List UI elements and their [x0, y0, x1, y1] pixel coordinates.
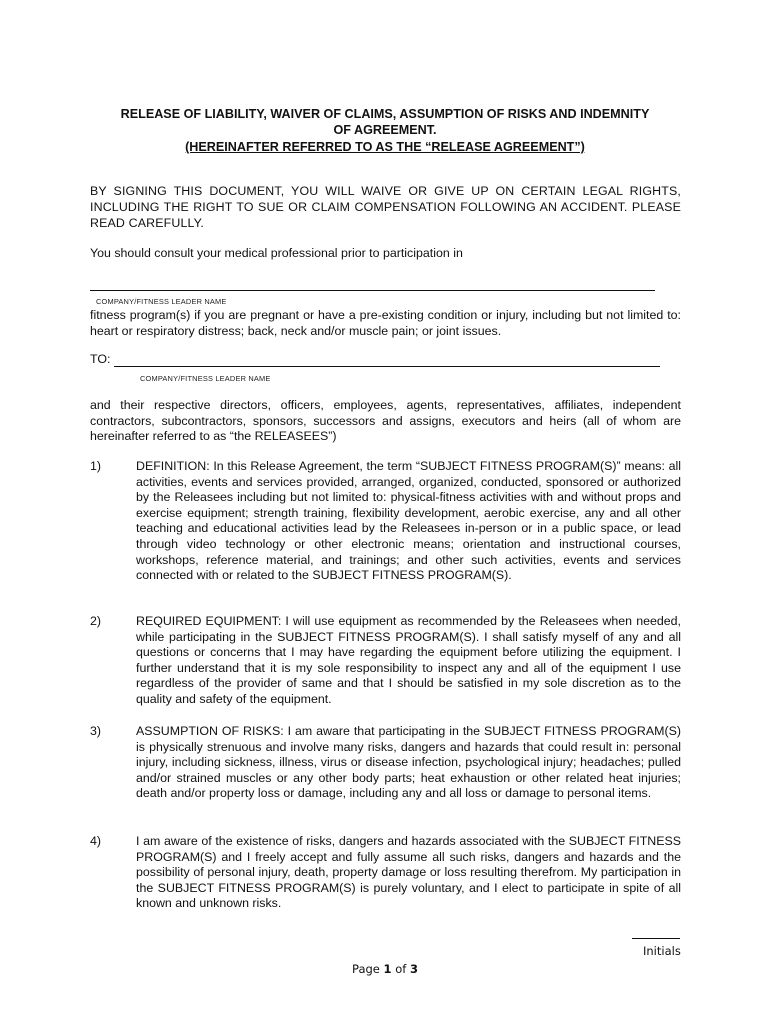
initials-field-line[interactable]	[632, 938, 680, 939]
clause-number: 2)	[90, 614, 102, 628]
clause-number: 1)	[90, 459, 102, 473]
legal-warning: BY SIGNING THIS DOCUMENT, YOU WILL WAIVE OR GIVE UP ON CERTAIN LEGAL RIGHTS, INCLUDING THE RIGHT TO SUE OR CLAIM COMPENSATION FOLLOWING AN ACCIDENT. PLEASE READ CAREFULLY.	[90, 184, 681, 230]
document-title-line2: OF AGREEMENT.	[333, 123, 437, 137]
to-name-field-label: COMPANY/FITNESS LEADER NAME	[140, 374, 271, 383]
clause-text: REQUIRED EQUIPMENT: I will use equipment as recommended by the Releasees when needed, while participating in the SUBJECT FITNESS PROGRAM(S). I shall satisfy myself of any and all questions or concerns that I may have regarding the equipment before utilizing the equipment. I further understand that it is my sole responsibility to inspect any and all of the equipment I use regardless of the provider of same and that I should be satisfied in my sole discretion as to the quality and safety of the equipment.	[136, 614, 681, 706]
to-name-field-line[interactable]	[114, 366, 660, 367]
clause-text: ASSUMPTION OF RISKS: I am aware that participating in the SUBJECT FITNESS PROGRAM(S) is physically strenuous and involve many risks, dangers and hazards that could result in: personal injury, including sickness, illness, virus or disease infection, psychological injury; headaches; pulled and/or strained muscles or any other body parts; heat exhaustion or other related heat injuries; death and/or property loss or damage, including any and all loss or damage to personal items.	[136, 724, 681, 801]
to-label: TO:	[90, 352, 111, 366]
page-number	[0, 962, 770, 976]
of-word: of	[395, 962, 407, 976]
clause-number: 3)	[90, 724, 102, 738]
page-word: Page	[352, 962, 380, 976]
total-pages: 3	[409, 962, 418, 976]
clause-text: DEFINITION: In this Release Agreement, the term “SUBJECT FITNESS PROGRAM(S)” means: all activities, events and services provided, arranged, organized, conducted, sponsored or authorized by the Releasees including but not limited to: physical-fitness activities with and without props and exercise equipment; strength training, flexibility development, aerobic exercise, any and all other teaching and educational activities lead by the Releasees in-person or in a public space, or lead through video technology or other electronic means; orientation and instructional courses, workshops, reference material, and trainings; and other such activities, events and services connected with or related to the SUBJECT FITNESS PROGRAM(S).	[136, 459, 681, 583]
company-name-field-line[interactable]	[90, 290, 655, 291]
fitness-program-paragraph: fitness program(s) if you are pregnant or have a pre-existing condition or injury, including but not limited to: heart or respiratory distress; back, neck and/or muscle pain; or joint issues.	[90, 308, 681, 338]
initials-label: Initials	[643, 944, 681, 958]
releasees-paragraph: and their respective directors, officers, employees, agents, representatives, affiliates, independent contractors, subcontractors, sponsors, successors and assigns, executors and heirs (all of whom are hereinafter referred to as “the RELEASEES”)	[90, 398, 681, 444]
current-page: 1	[383, 962, 392, 976]
clause-number: 4)	[90, 834, 102, 848]
document-subtitle: (HEREINAFTER REFERRED TO AS THE “RELEASE AGREEMENT”)	[185, 140, 585, 154]
document-title-line1: RELEASE OF LIABILITY, WAIVER OF CLAIMS, ASSUMPTION OF RISKS AND INDEMNITY	[120, 107, 650, 121]
consult-text: You should consult your medical professional prior to participation in	[90, 246, 463, 260]
company-name-field-label: COMPANY/FITNESS LEADER NAME	[96, 297, 227, 306]
clause-text: I am aware of the existence of risks, dangers and hazards associated with the SUBJECT FITNESS PROGRAM(S) and I freely accept and fully assume all such risks, dangers and hazards and the possibility of personal injury, death, property damage or loss resulting therefrom. My participation in the SUBJECT FITNESS PROGRAM(S) is purely voluntary, and I elect to participate in spite of all known and unknown risks.	[136, 834, 681, 911]
